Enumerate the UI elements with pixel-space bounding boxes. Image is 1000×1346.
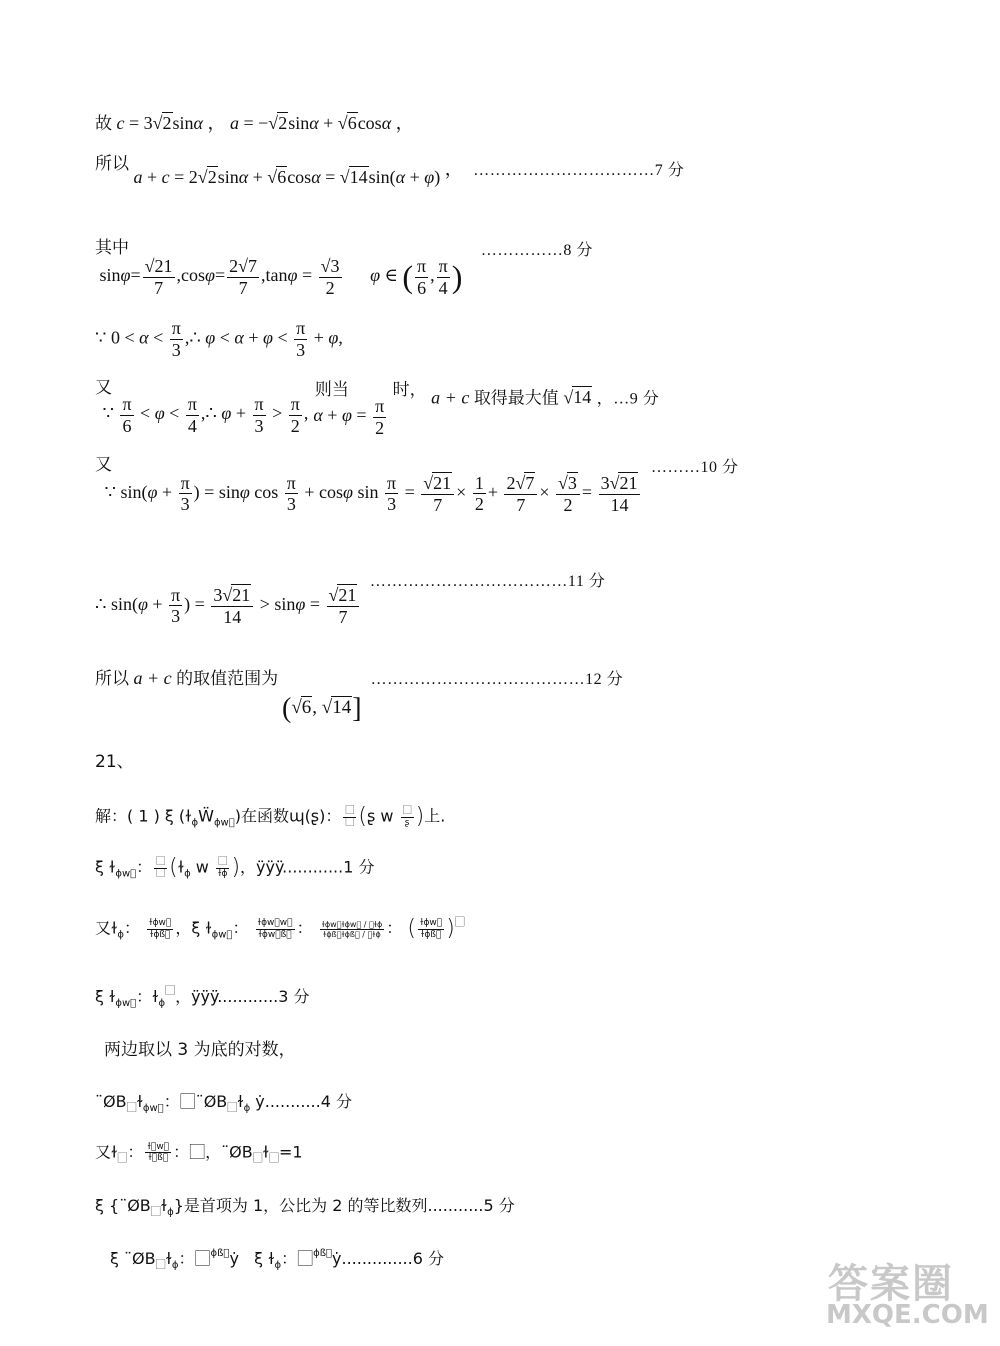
p21-line-6: $¨ØB_⃞ɫ_{\phi w⃞}$：$⃞¨ØB_⃞ɫ_\phi$ ẏ...........4 分 [95,1092,352,1114]
p21-line-2: ξ ɫ$_{\phi w⃞}$： $\frac{⃞}{⃞}$ (ɫ$_\phi$ w $\frac{⃞}{\text{ɫϕ}}$ )，ÿÿÿ............1 分 [95,855,375,880]
p21-line-1: 解：( 1 ) ξ (ɫ$_\phi$Ẅ$_{\phi w⃞}$)在函数ɰ(ʂ)： $\frac{⃞}{⃞}$ (ʂ w $\frac{⃞}{\text{ʂ}}$ )上. [95,804,446,829]
line-8-prefix: 所以 [95,669,129,689]
score-12: …………………………………12 分 [370,671,624,688]
cos-den: 7 [238,277,248,298]
line-1-expr-1: c [116,113,125,133]
line-8-apc: a + c [133,668,172,688]
line-5-shi: 时， [392,380,427,401]
watermark-logo: 答案圈 [828,1261,954,1307]
line-8 [95,668,623,690]
p21-line-8: ξ $\{¨ØB_⃞ɫ_\phi\}$是首项为 1，公比为 2 的等比数列...........5 分 [95,1196,515,1218]
score-8: ……………8 分 [480,242,593,260]
line-2-end: ， [444,159,463,179]
score-10: ………10 分 [650,458,739,476]
line-6: 又 ∵ sin(φ + $\frac{\pi}{3}$ ) = sinφ cos $\frac{\pi}{3}$ + cosφ sin $\frac{\pi}{3}$ = $\frac{√21}{7}$ × $\frac{1}{2}$ + $\frac{2√7}{7}$ × $\frac{√3}{2}$ = $\frac{3√21}{14}$ ………10 分 [95,454,739,515]
line-5-apc: a + c [431,387,470,408]
watermark-url: MXQE.COM [826,1300,989,1330]
p21-line-4: ξ ɫ$_{\phi w⃞}$：ɫ$_\phi$⃞，ÿÿÿ............3 分 [95,986,310,1009]
range-result: (√6, √14] [282,693,362,724]
score-11: ………………………………11 分 [369,572,606,590]
line-5: 又 ∵ $\frac{\pi}{6}$ < φ < $\frac{\pi}{4}$ ,∴ φ + $\frac{\pi}{3}$ > $\frac{\pi}{2}$ , 则当 α + φ = $\frac{\pi}{2}$ 时， a + c 取得最大值 √14 ，…9 分 [95,378,660,438]
line-5-then: 则当 [314,380,349,401]
tan-num: √3 [320,256,340,276]
max-value: 14 [573,387,592,408]
score-9: ，…9 分 [596,390,660,408]
line-7: ∴ sin(φ + $\frac{\pi}{3}$ ) = $\frac{3√21}{14}$ > sinφ = $\frac{√21}{7}$ ………………………………11 分 [95,572,606,627]
line-1-prefix: 故 [95,114,112,134]
p21-line-3: 又ɫ$_\phi$： $\frac{\text{ɫϕw⃞}}{\text{ɫϕß⃞}}$ ，ξ ɫ$_{\phi w⃞}$： $\frac{\text{ɫϕw⃞w⃞}}{\text{ɫϕw⃞ß⃞}}$ ： $\frac{\text{ɫϕw⃞ɫϕw⃞ / ⃞ɫϕ}}{\text{ɫϕß⃞ɫϕß⃞ / ⃞ɫϕ}}$ ： ( $\frac{\text{ɫϕw⃞}}{\text{ɫϕß⃞}}$ )⃞ [95,916,465,941]
line-2-prefix: 所以 [95,154,129,174]
line-1-end: ， [395,113,414,133]
tan-den: 2 [325,277,335,298]
line-2: 所以 a + c = 2√2sinα + √6cosα = √14sin(α + φ) ， ……………………………7 分 [95,154,685,187]
cos-num: 2√7 [229,256,258,276]
line-6-prefix: 又 [95,454,112,475]
line-4: ∵ 0 < α < $\frac{\pi}{3}$ ,∴ φ < α + φ < $\frac{\pi}{3}$ + φ, [95,318,343,360]
line-3: 其中 sinφ= $\frac{√21}{7}$ ,cosφ= $\frac{2√7}{7}$ ,tanφ = $\frac{√3}{2}$ φ ∈ ( $\frac{\pi}{6}$ , $\frac{\pi}{4}$ ) ……………8 分 [95,238,593,298]
line-5-max: 取得最大值 [473,388,559,409]
problem-21-number: 21、 [95,752,134,772]
line-3-prefix: 其中 [95,238,129,259]
sin-num: √21 [144,256,173,276]
line-8-text: 的取值范围为 [176,669,279,689]
p21-line-7: 又ɫ$_⃞$： $\frac{\text{ɫ⃞w⃞}}{\text{ɫ⃞ß⃞}}$ ：⃞，$¨ØB_⃞ɫ_⃞=1$ [95,1142,303,1165]
line-1-sep: ， [207,113,226,133]
score-7: ……………………………7 分 [473,162,685,179]
p21-line-5: 两边取以 3 为底的对数， [104,1040,296,1060]
p21-line-9: ξ $¨ØB_⃞ɫ_\phi$：⃞$^{\phi ß⃞}$ẏ ξ ɫ$_\phi$：⃞$^{\phi ß⃞}$ẏ..............6 分 [110,1248,444,1271]
line-5-prefix: 又 [95,378,112,399]
line-1: 故 c = 3√2sinα ， a = −√2sinα + √6cosα ， [95,113,414,134]
sin-den: 7 [154,277,164,298]
